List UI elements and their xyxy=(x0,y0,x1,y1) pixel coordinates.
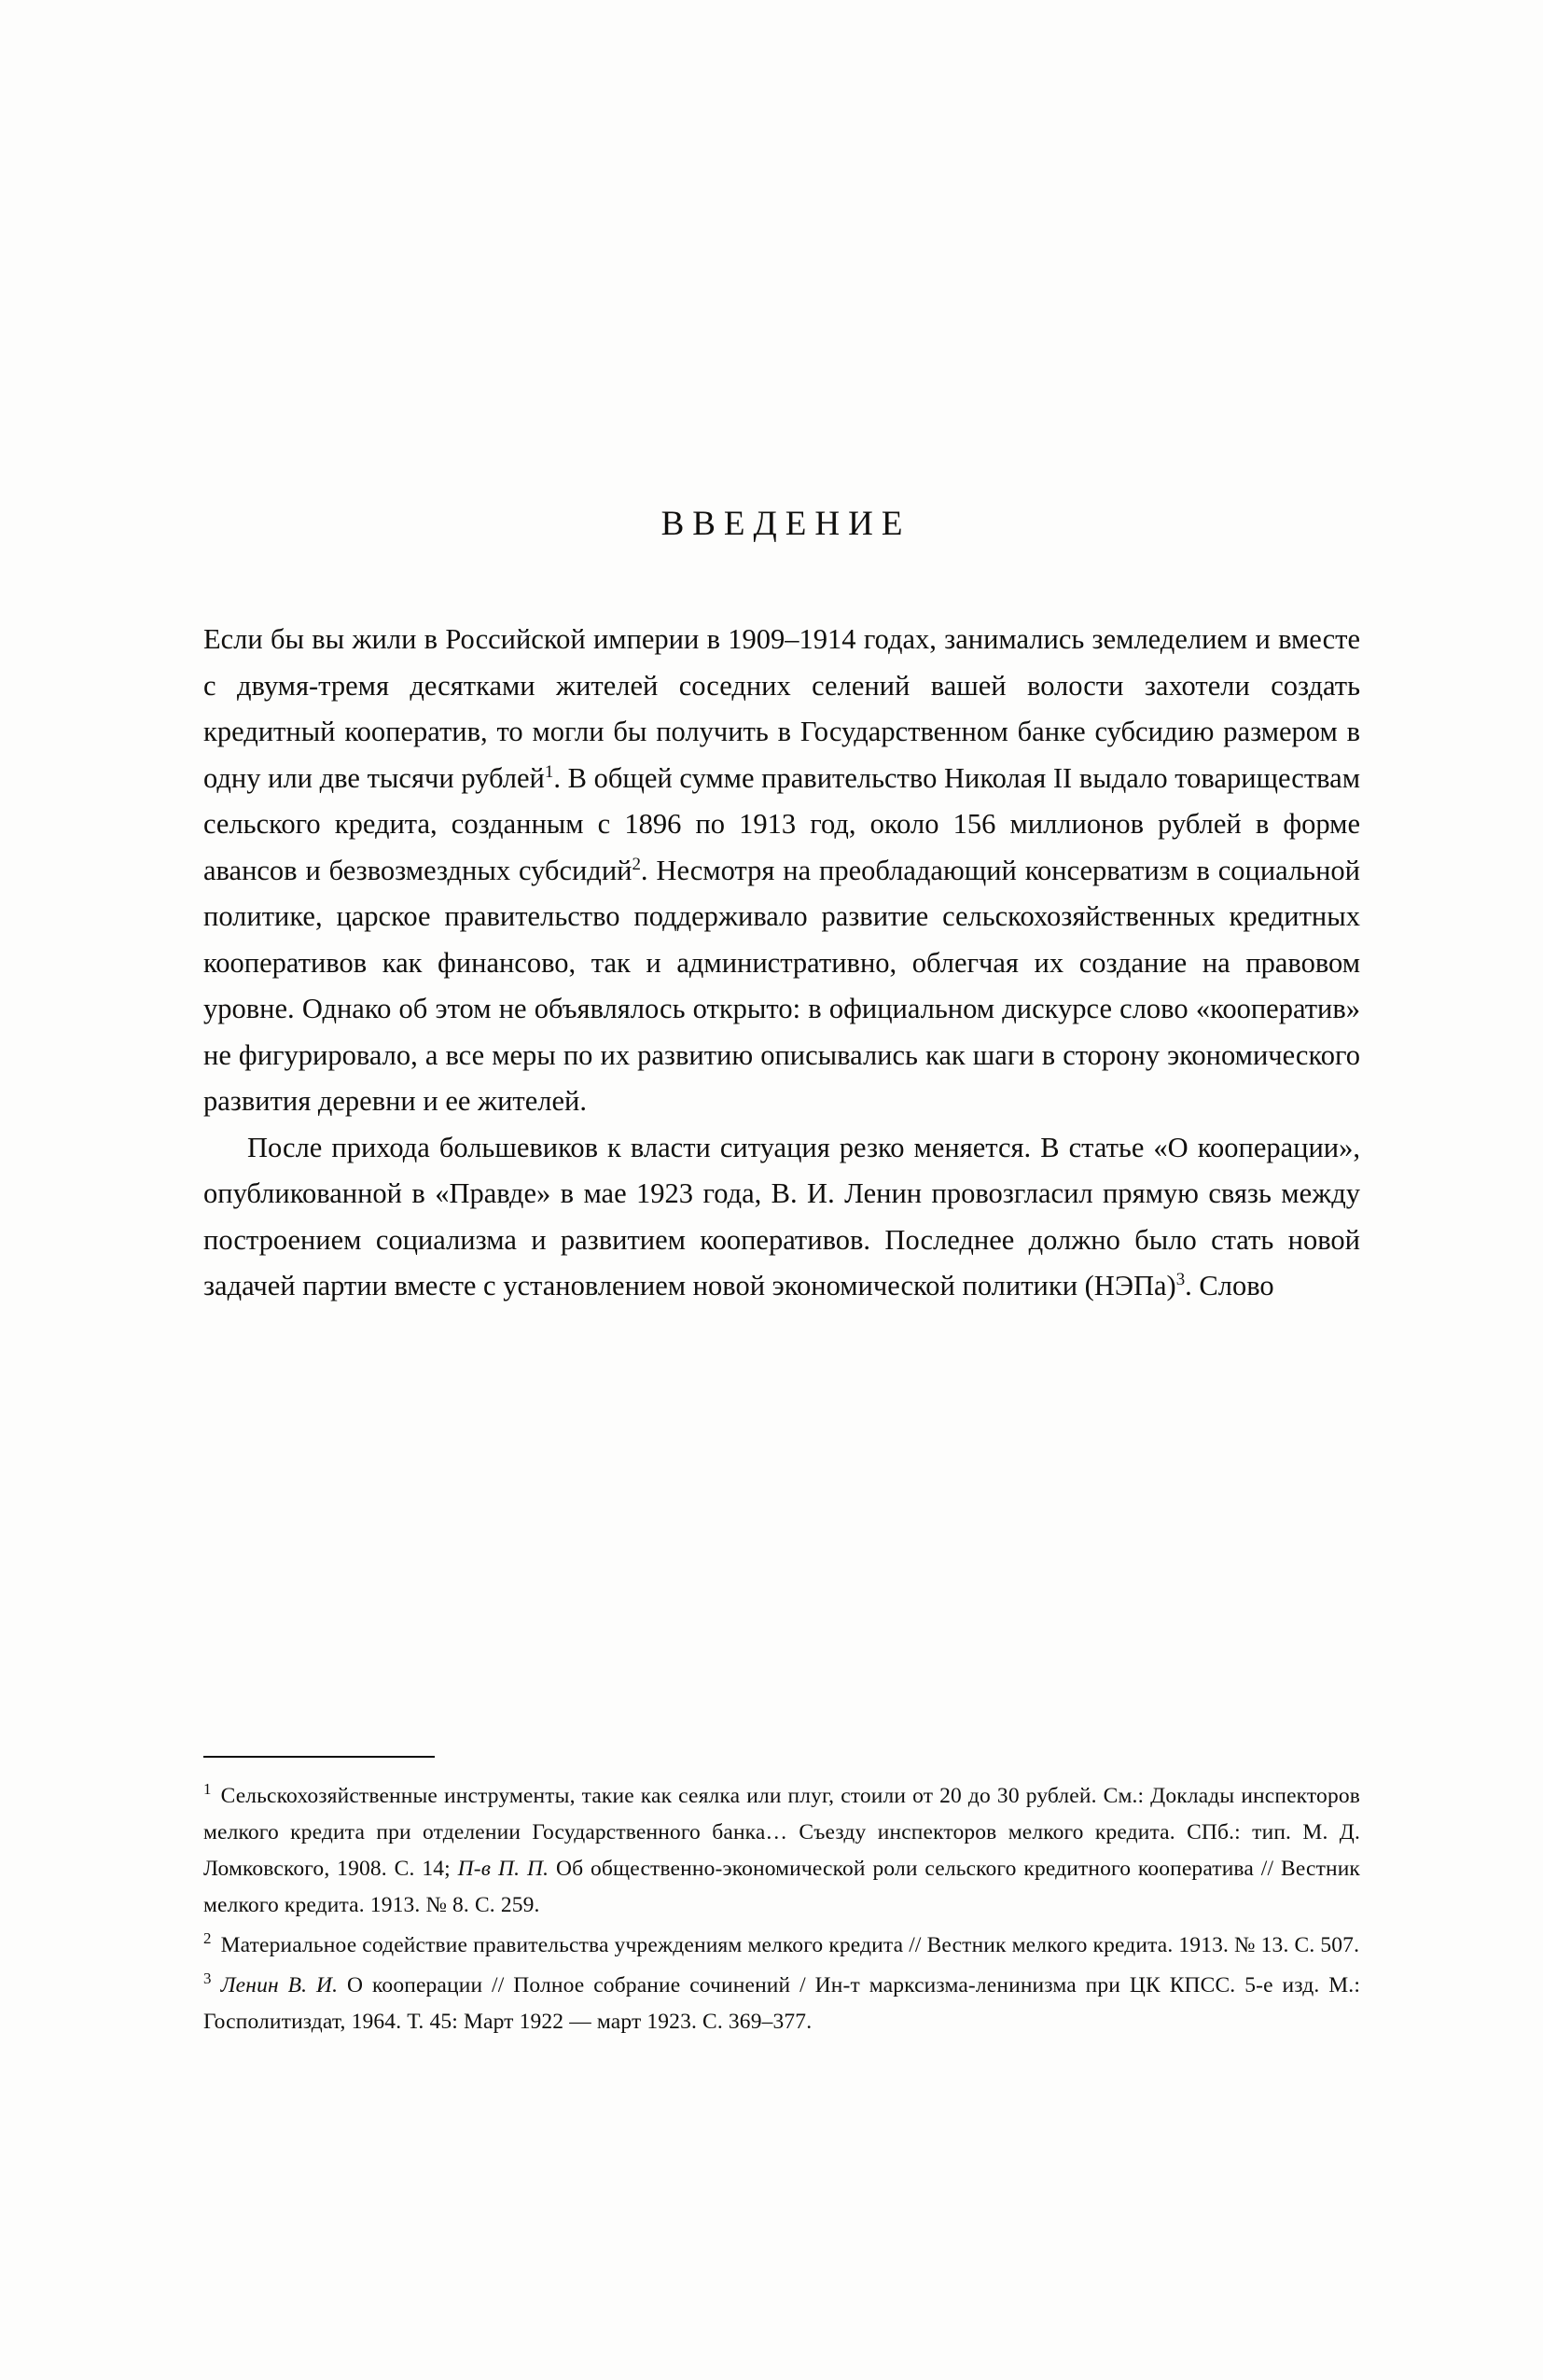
footnote-reference[interactable]: 1 xyxy=(544,761,554,782)
footnote-separator-rule xyxy=(203,1756,435,1758)
footnote-marker: 1 xyxy=(203,1780,212,1799)
footnote-item: $^3$ Ленин В. И. О кооперации // Полное собрание сочинений / Ин-т марксизма-ленинизма при ЦК КПСС. 5-е изд. М.: Госполитиздат, 1964. Т. 45: Март 1922 — март 1923. С. 369–377. xyxy=(203,1969,1361,2034)
citation-author: Ленин В. И. xyxy=(220,1973,339,1997)
page-title: ВВЕДЕНИЕ xyxy=(660,505,911,543)
body-paragraph: Если бы вы жили в Российской империи в 1909–1914 годах, занимались земледелием и вместе с двумя-тремя десятками жителей соседних селений вашей волости захотели создать кредитный кооператив, то могли бы получить в Государственном банке субсидию размером в одну или две тысячи рублей$^1$. В общей сумме правительство Николая II выдало товариществам сельского кредита, созданным с 1896 по 1913 год, около 156 миллионов рублей в форме авансов и безвозмездных субсидий$^2$. Несмотря на преобладающий консерватизм в социальной политике, царское правительство поддерживало развитие сельскохозяйственных кредитных кооперативов как финансово, так и административно, облегчая их создание на правовом уровне. Однако об этом не объявлялось открыто: в официальном дискурсе слово «кооператив» не фигурировало, а все меры по их развитию описывались как шаги в сторону экономического развития деревни и ее жителей. xyxy=(203,623,1361,1117)
footnote-item: $^2$ Материальное содействие правительства учреждениям мелкого кредита // Вестник мелкого кредита. 1913. № 13. С. 507. xyxy=(203,1929,1360,1957)
footnote-list xyxy=(203,1778,1360,2040)
page-content xyxy=(203,504,1360,1310)
footnote-reference[interactable]: 2 xyxy=(632,854,641,874)
body-text xyxy=(203,617,1360,1310)
footnote-item: $^1$ Сельскохозяйственные инструменты, такие как сеялка или плуг, стоили от 20 до 30 рублей. См.: Доклады инспекторов мелкого кредита при отделении Государственного банка… Съезду инспекторов мелкого кредита. СПб.: тип. М. Д. Ломковского, 1908. С. 14; П-в П. П. Об общественно-экономической роли сельского кредитного кооператива // Вестник мелкого кредита. 1913. № 8. С. 259. xyxy=(203,1780,1361,1917)
footnote-marker: 3 xyxy=(203,1969,212,1988)
footnotes-section xyxy=(203,1756,1360,2044)
citation-author: П-в П. П. xyxy=(457,1857,549,1881)
footnote-reference[interactable]: 3 xyxy=(1175,1269,1186,1289)
footnote-marker: 2 xyxy=(203,1929,212,1948)
body-paragraph: После прихода большевиков к власти ситуация резко меняется. В статье «О кооперации», опубликованной в «Правде» в мае 1923 года, В. И. Ленин провозгласил прямую связь между построением социализма и развитием кооперативов. Последнее должно было стать новой задачей партии вместе с установлением новой экономической политики (НЭПа)$^3$. Слово xyxy=(203,1131,1360,1301)
